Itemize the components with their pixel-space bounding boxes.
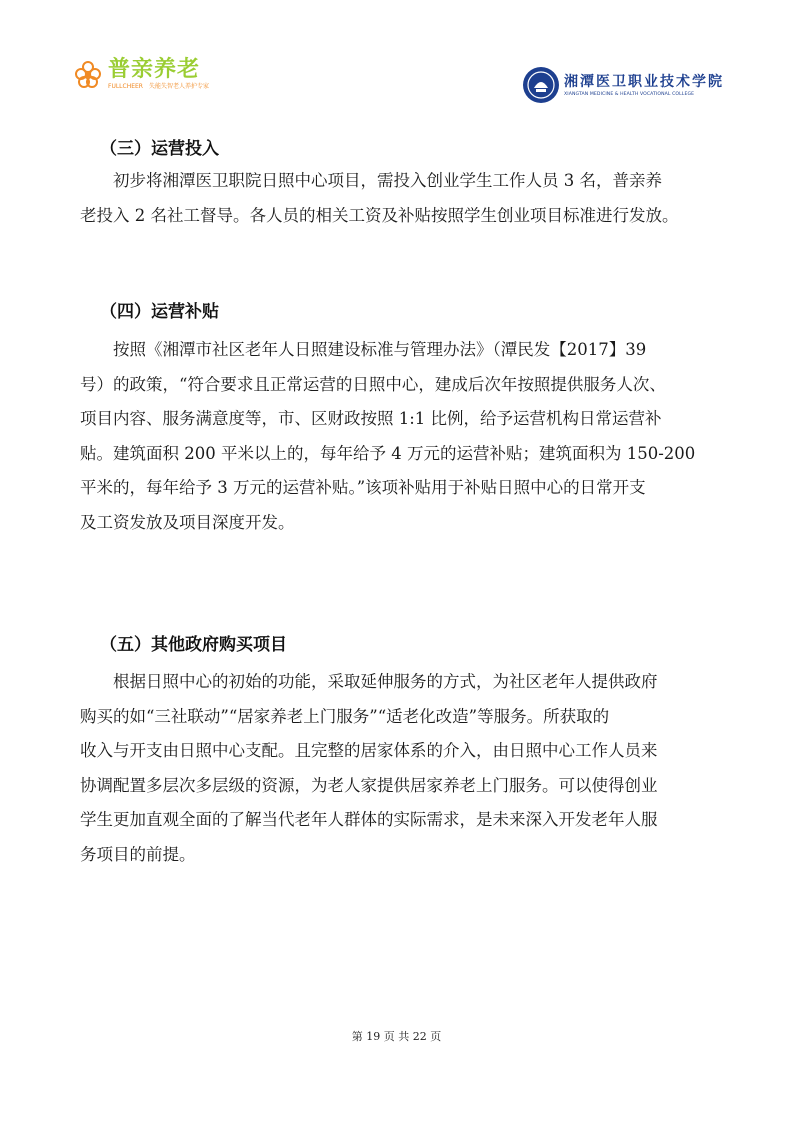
paragraph-line: 按照《湘潭市社区老年人日照建设标准与管理办法》（潭民发【2017】39 — [113, 340, 647, 359]
paragraph-line: 平米的，每年给予 3 万元的运营补贴。”该项补贴用于补贴日照中心的日常开支 — [80, 478, 646, 498]
paragraph-line: 收入与开支由日照中心支配。且完整的居家体系的介入，由日照中心工作人员来 — [80, 741, 658, 761]
brand-tagline: 失能失智老人养护专家 — [148, 83, 209, 90]
brand-name: 普亲养老 — [108, 57, 201, 82]
section-heading: （五）其他政府购买项目 — [100, 635, 287, 655]
college-name-cn: 湘潭医卫职业技术学院 — [564, 73, 724, 90]
paragraph-line: 协调配置多层次多层级的资源，为老人家提供居家养老上门服务。可以使得创业 — [80, 775, 658, 795]
flower-logo-icon — [72, 58, 104, 90]
page-number: 第 19 页 共 22 页 — [351, 1030, 442, 1043]
paragraph-line: 购买的如“三社联动”“居家养老上门服务”“适老化改造”等服务。所获取的 — [80, 706, 610, 726]
college-emblem-icon — [522, 66, 560, 104]
paragraph-line: 贴。建筑面积 200 平米以上的，每年给予 4 万元的运营补贴；建筑面积为 150-200 — [80, 443, 696, 463]
paragraph-line: 初步将湘潭医卫职院日照中心项目，需投入创业学生工作人员 3 名，普亲养 — [113, 171, 662, 190]
paragraph-line: 根据日照中心的初始的功能，采取延伸服务的方式，为社区老年人提供政府 — [113, 672, 658, 691]
brand-logo — [72, 58, 209, 91]
paragraph-line: 学生更加直观全面的了解当代老年人群体的实际需求，是未来深入开发老年人服 — [80, 810, 658, 830]
section-paragraph — [80, 665, 720, 873]
brand-english-name: FULLCHEER — [108, 83, 143, 90]
paragraph-line: 及工资发放及项目深度开发。 — [80, 512, 295, 532]
paragraph-line: 务项目的前提。 — [80, 844, 196, 864]
section-heading: （三）运营投入 — [100, 139, 219, 159]
college-name-en: XIANGTAN MEDICINE & HEALTH VOCATIONAL COLLEGE — [564, 91, 695, 97]
section-paragraph — [80, 164, 720, 233]
section-paragraph — [80, 333, 720, 541]
paragraph-line: 项目内容、服务满意度等，市、区财政按照 1:1 比例，给予运营机构日常运营补 — [80, 409, 662, 429]
paragraph-line: 老投入 2 名社工督导。各人员的相关工资及补贴按照学生创业项目标准进行发放。 — [80, 205, 679, 225]
college-logo — [522, 66, 724, 104]
paragraph-line: 号）的政策，“符合要求且正常运营的日照中心，建成后次年按照提供服务人次、 — [80, 374, 666, 394]
section-heading: （四）运营补贴 — [100, 302, 219, 322]
